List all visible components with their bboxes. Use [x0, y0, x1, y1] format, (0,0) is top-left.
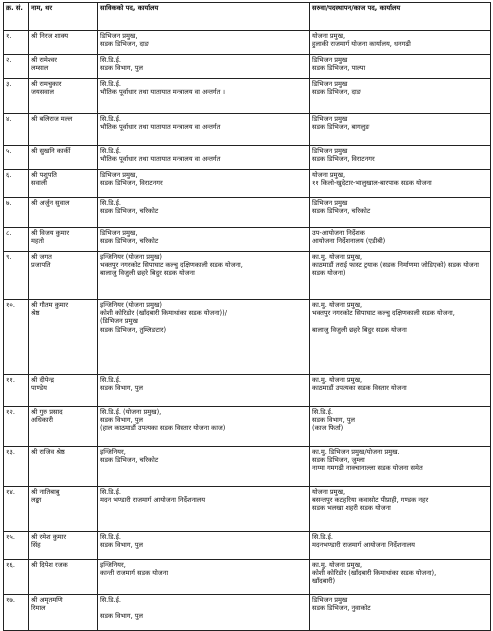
name-lines	[31, 80, 95, 96]
name-line: रिमाल	[31, 604, 46, 613]
name-line: श्री रमेश कुमार	[31, 533, 67, 541]
prev-line: भौतिक पूर्वाधार तथा यातायात मन्त्रालय वा अन्तर्गत	[100, 123, 221, 132]
current-lines	[312, 80, 488, 96]
current-line: सडक भलखा शहरी सडक योजना	[312, 504, 391, 513]
name-line: श्री नातिबाबु	[31, 488, 60, 496]
prev-lines	[100, 32, 307, 48]
prev-line: सडक विभाग, पुल	[100, 384, 143, 393]
table-row	[4, 560, 491, 595]
current-line: सडक डिभिजन, नुवाकोट	[312, 604, 371, 613]
name-lines	[31, 488, 95, 504]
cell-current	[310, 228, 491, 252]
cell-current	[310, 55, 491, 79]
current-lines	[312, 488, 488, 513]
table-row	[4, 252, 491, 300]
prev-line: सि.डि.ई. (योजना प्रमुख),	[100, 408, 162, 416]
header-sn: क्र. सं.	[4, 3, 29, 31]
table-row	[4, 79, 491, 114]
cell-name	[29, 300, 98, 375]
current-line: योजना प्रमुख,	[312, 488, 346, 496]
cell-serial: ७.	[4, 198, 29, 228]
prev-line: कान्ती राजमार्ग सडक योजना	[100, 569, 169, 578]
cell-name	[29, 252, 98, 300]
current-line: कोशी कोरिडोर (खाँदबारी किमाथांका सडक योजना),	[312, 569, 437, 578]
current-line: उप-आयोजना निर्देशक	[312, 229, 365, 237]
name-line: श्री अर्जुन सुवाल	[31, 199, 70, 207]
cell-current	[310, 79, 491, 114]
name-line: श्री गुरु प्रसाद	[31, 408, 63, 416]
prev-line: सि.डि.ई.	[100, 199, 121, 207]
current-line: योजना प्रमुख,	[312, 171, 346, 179]
current-line: योजना प्रमुख,	[312, 32, 346, 40]
prev-line: कोशी कोरिडोर (खाँदबारी किमाथांका सडक योजना))/	[100, 309, 227, 318]
prev-lines	[100, 171, 307, 187]
current-lines	[312, 199, 488, 215]
prev-line: सि.डि.ई.	[100, 115, 121, 123]
prev-line: सि.डि.ई.	[100, 596, 121, 604]
prev-line: भौतिक पूर्वाधार तथा यातायात मन्त्रालय वा अन्तर्गत	[100, 155, 221, 164]
current-lines	[312, 56, 488, 72]
current-line: का.मु. योजना प्रमुख,	[312, 253, 363, 261]
cell-name	[29, 198, 98, 228]
prev-lines	[100, 301, 307, 334]
cell-current	[310, 114, 491, 146]
cell-serial: ६.	[4, 170, 29, 198]
table-row	[4, 228, 491, 252]
name-lines	[31, 448, 95, 456]
current-line: डिभिजन प्रमुख	[312, 596, 348, 604]
current-line: सि.डि.ई.	[312, 408, 333, 416]
header-name: नाम, थर	[29, 3, 98, 31]
current-line: सडक डिभिजन, जुम्ला	[312, 456, 365, 465]
cell-name	[29, 532, 98, 560]
prev-line: सि.डि.ई.	[100, 147, 121, 155]
cell-prev	[98, 375, 310, 407]
current-lines	[312, 533, 488, 549]
current-line: मदनभण्डारी राजमार्ग आयोजना निर्देशनालय	[312, 541, 416, 550]
name-lines	[31, 229, 95, 245]
name-line: लङ्का	[31, 496, 42, 505]
prev-lines	[100, 488, 307, 504]
current-line: सडक योजना)	[312, 269, 346, 278]
name-line: श्री पशुपति	[31, 171, 57, 179]
current-line: डिभिजन प्रमुख	[312, 147, 348, 155]
current-lines	[312, 596, 488, 612]
prev-line	[100, 604, 307, 612]
prev-line: इन्जिनियर,	[100, 561, 126, 569]
current-line: डिभिजन प्रमुख	[312, 80, 348, 88]
name-line: श्री रामेश्वर	[31, 56, 57, 64]
table-row	[4, 198, 491, 228]
table-row	[4, 146, 491, 170]
prev-line: सडक विभाग, पुल	[100, 416, 143, 425]
cell-name	[29, 170, 98, 198]
cell-prev	[98, 447, 310, 487]
transfer-table	[3, 2, 491, 631]
current-line: बालाजु विजुली छहरे बिदुर सडक योजना	[312, 325, 407, 334]
table-row	[4, 447, 491, 487]
cell-current	[310, 375, 491, 407]
current-line: नाग्मा गमगढी नाक्चानाल्ला सडक योजना समेत	[312, 464, 423, 473]
current-lines	[312, 301, 488, 334]
cell-name	[29, 146, 98, 170]
current-line: सडक डिभिजन, बागलुङ	[312, 123, 370, 132]
table-row	[4, 114, 491, 146]
current-lines	[312, 561, 488, 586]
name-line: श्री जगत	[31, 253, 52, 261]
cell-prev	[98, 55, 310, 79]
cell-serial: १७.	[4, 595, 29, 631]
cell-prev	[98, 532, 310, 560]
current-line: का.मु. योजना प्रमुख,	[312, 376, 363, 384]
cell-serial: ५.	[4, 146, 29, 170]
current-line: काठमाडौं उपत्यका सडक विस्तार योजना	[312, 384, 407, 393]
prev-line: बालाजु विजुली छहरे बिदुर सडक योजना	[100, 269, 195, 278]
cell-name	[29, 55, 98, 79]
current-line: सडक डिभिजन, दाङ	[312, 88, 361, 97]
prev-line: सडक डिभिजन, तुम्लिङटार)	[100, 325, 167, 334]
prev-line: सि.डि.ई.	[100, 376, 121, 384]
name-lines	[31, 533, 95, 549]
name-line: श्री निरज शाक्य	[31, 32, 69, 40]
cell-prev	[98, 228, 310, 252]
current-line: हुलाकी राजमार्ग योजना कार्यालय, धनगढी	[312, 40, 411, 49]
cell-name	[29, 407, 98, 447]
cell-serial: १४.	[4, 487, 29, 532]
current-line: आयोजना निर्देशनालय (एडीबी)	[312, 237, 386, 246]
cell-current	[310, 31, 491, 55]
cell-serial: १३.	[4, 447, 29, 487]
cell-prev	[98, 31, 310, 55]
cell-name	[29, 560, 98, 595]
prev-line: मदन भण्डारी राजमार्ग आयोजना निर्देशनालय	[100, 496, 206, 505]
current-line: खाँदबारी)	[312, 577, 336, 586]
name-line: सवाली	[31, 179, 48, 188]
table-row	[4, 532, 491, 560]
name-line: श्री अमृतमणि	[31, 596, 63, 604]
prev-line: डिभिजन प्रमुख,	[100, 229, 138, 237]
current-lines	[312, 448, 488, 473]
current-lines	[312, 376, 488, 392]
name-lines	[31, 147, 95, 155]
prev-lines	[100, 147, 307, 163]
name-lines	[31, 32, 95, 40]
name-line: श्री विजय कुमार	[31, 229, 70, 237]
prev-line: सडक डिभिजन, विराटनगर	[100, 179, 163, 188]
cell-serial: ९.	[4, 252, 29, 300]
current-line: ११ किलो-खुदेटार-भालुखाल-बारपाक सडक योजना	[312, 179, 432, 188]
current-lines	[312, 32, 488, 48]
prev-line: इन्जिनियर (योजना प्रमुख)	[100, 301, 162, 309]
cell-prev	[98, 300, 310, 375]
name-lines	[31, 56, 95, 72]
current-line: डिभिजन प्रमुख	[312, 115, 348, 123]
prev-line: इन्जिनियर,	[100, 448, 126, 456]
prev-line: सडक विभाग, पुल	[100, 541, 143, 550]
name-line: जयसवाल	[31, 88, 55, 97]
current-line: डिभिजन प्रमुख	[312, 56, 348, 64]
name-line: श्री रामचुकार	[31, 80, 62, 88]
current-lines	[312, 408, 488, 433]
cell-serial: १०.	[4, 300, 29, 375]
cell-serial: १५.	[4, 532, 29, 560]
prev-line: इन्जिनियर (योजना प्रमुख)	[100, 253, 162, 261]
current-lines	[312, 253, 488, 278]
prev-lines	[100, 533, 307, 549]
prev-lines	[100, 253, 307, 278]
name-lines	[31, 199, 95, 207]
cell-serial: २.	[4, 55, 29, 79]
cell-name	[29, 228, 98, 252]
name-lines	[31, 561, 95, 569]
table-row	[4, 487, 491, 532]
prev-lines	[100, 80, 307, 96]
current-line: सडक डिभिजन, चरिकोट	[312, 207, 371, 216]
prev-line: (हाल काठमाडौं उपत्यका सडक विस्तार योजना काज)	[100, 424, 226, 433]
prev-line: सडक विभाग, पुल	[100, 612, 143, 621]
name-line: श्री बलिराज मल्ल	[31, 115, 73, 123]
cell-prev	[98, 487, 310, 532]
current-line: काठमाडौं तराई फास्ट ट्रयाक (सडक निर्माणमा जोडिएकाे) सडक योजना	[312, 261, 479, 270]
prev-lines	[100, 199, 307, 215]
cell-current	[310, 170, 491, 198]
prev-line: सडक डिभिजन, चरिकोट	[100, 207, 159, 216]
current-line	[312, 317, 488, 325]
cell-current	[310, 447, 491, 487]
prev-line: डिभिजन प्रमुख,	[100, 32, 138, 40]
name-line: श्रेष्ठ	[31, 309, 40, 318]
cell-name	[29, 79, 98, 114]
cell-serial: १६.	[4, 560, 29, 595]
current-line: का.मु. डिभिजन प्रमुख/योजना प्रमुख.	[312, 448, 400, 456]
cell-name	[29, 447, 98, 487]
cell-serial: ८.	[4, 228, 29, 252]
current-line: सडक डिभिजन, पाल्पा	[312, 64, 366, 73]
current-line: सि.डि.ई.	[312, 533, 333, 541]
prev-line: सि.डि.ई.	[100, 533, 121, 541]
prev-line: सडक डिभिजन, दाङ	[100, 40, 149, 49]
prev-line: सि.डि.ई.	[100, 80, 121, 88]
cell-name	[29, 114, 98, 146]
current-lines	[312, 171, 488, 187]
cell-serial: ३.	[4, 79, 29, 114]
header-previous-post: साविककाे पद, कार्यालय	[98, 3, 310, 31]
name-lines	[31, 301, 95, 317]
cell-current	[310, 252, 491, 300]
cell-serial: ४.	[4, 114, 29, 146]
current-line: डिभिजन प्रमुख	[312, 199, 348, 207]
name-line: श्री सुखनि कार्की	[31, 147, 71, 155]
prev-lines	[100, 376, 307, 392]
name-line: श्री गौतम कुमार	[31, 301, 69, 309]
current-line: (काज फिर्ता)	[312, 424, 344, 433]
current-lines	[312, 147, 488, 163]
prev-line: सडक विभाग, पुल	[100, 64, 143, 73]
cell-name	[29, 31, 98, 55]
name-lines	[31, 376, 95, 392]
cell-current	[310, 407, 491, 447]
table-header-row	[4, 3, 491, 31]
cell-current	[310, 560, 491, 595]
table-row	[4, 170, 491, 198]
name-line: श्री दिपेश रजक	[31, 561, 68, 569]
current-line: बसन्तपुर कटहरिया कवासोट पीप्राही, गण्डक नहर	[312, 496, 429, 505]
cell-prev	[98, 114, 310, 146]
current-lines	[312, 229, 488, 245]
cell-prev	[98, 407, 310, 447]
current-line: भक्तपुर नगरकोट सिपाघाट कल्चु दक्षिणकाली सडक योजना,	[312, 309, 455, 318]
cell-serial: १.	[4, 31, 29, 55]
name-lines	[31, 408, 95, 424]
prev-lines	[100, 448, 307, 464]
cell-prev	[98, 560, 310, 595]
prev-lines	[100, 408, 307, 433]
cell-current	[310, 300, 491, 375]
cell-prev	[98, 170, 310, 198]
name-line: श्री दीपेन्द्र	[31, 376, 54, 384]
prev-line: (डिभिजन प्रमुख	[100, 317, 138, 326]
current-line: का.मु. योजना प्रमुख,	[312, 561, 363, 569]
table-row	[4, 375, 491, 407]
name-lines	[31, 596, 95, 612]
current-lines	[312, 115, 488, 131]
cell-prev	[98, 79, 310, 114]
name-line: महतो	[31, 237, 44, 246]
prev-line: डिभिजन प्रमुख,	[100, 171, 138, 179]
prev-lines	[100, 229, 307, 245]
table-row	[4, 300, 491, 375]
table-row	[4, 407, 491, 447]
name-line: श्री राजिव श्रेष्ठ	[31, 448, 65, 456]
prev-line: सडक डिभिजन, चरिकोट	[100, 237, 159, 246]
cell-serial: ११.	[4, 375, 29, 407]
name-line: सिंह	[31, 541, 41, 550]
table-row	[4, 31, 491, 55]
prev-lines	[100, 115, 307, 131]
prev-line: भौतिक पूर्वाधार तथा यातायात मन्त्रालय वा अन्तर्गत ।	[100, 88, 225, 97]
cell-current	[310, 198, 491, 228]
prev-line: भक्तपुर नगरकोट सिपाघाट कल्चु दक्षिणकाली सडक योजना,	[100, 261, 243, 270]
cell-prev	[98, 252, 310, 300]
name-line: अधिकारी	[31, 416, 53, 425]
prev-lines	[100, 561, 307, 577]
name-lines	[31, 171, 95, 187]
cell-current	[310, 146, 491, 170]
cell-prev	[98, 146, 310, 170]
current-line: का.मु. योजना प्रमुख,	[312, 301, 363, 309]
name-line: प्रजापति	[31, 261, 51, 270]
prev-lines	[100, 56, 307, 72]
prev-line: सि.डि.ई.	[100, 56, 121, 64]
cell-serial: १२.	[4, 407, 29, 447]
current-line: सडक डिभिजन, विराटनगर	[312, 155, 375, 164]
name-lines	[31, 253, 95, 269]
header-current-post: सरुवा/पदस्थापन/काज पद, कार्यालय	[310, 3, 491, 31]
cell-name	[29, 375, 98, 407]
prev-line: सडक डिभिजन, चरिकोट	[100, 456, 159, 465]
current-line: सडक विभाग, पुल	[312, 416, 355, 425]
table-row	[4, 55, 491, 79]
cell-name	[29, 487, 98, 532]
name-lines	[31, 115, 95, 123]
cell-current	[310, 532, 491, 560]
cell-current	[310, 487, 491, 532]
prev-line: सि.डि.ई.	[100, 488, 121, 496]
cell-prev	[98, 198, 310, 228]
name-line: लम्साल	[31, 64, 49, 73]
name-line: पाण्डेय	[31, 384, 47, 393]
